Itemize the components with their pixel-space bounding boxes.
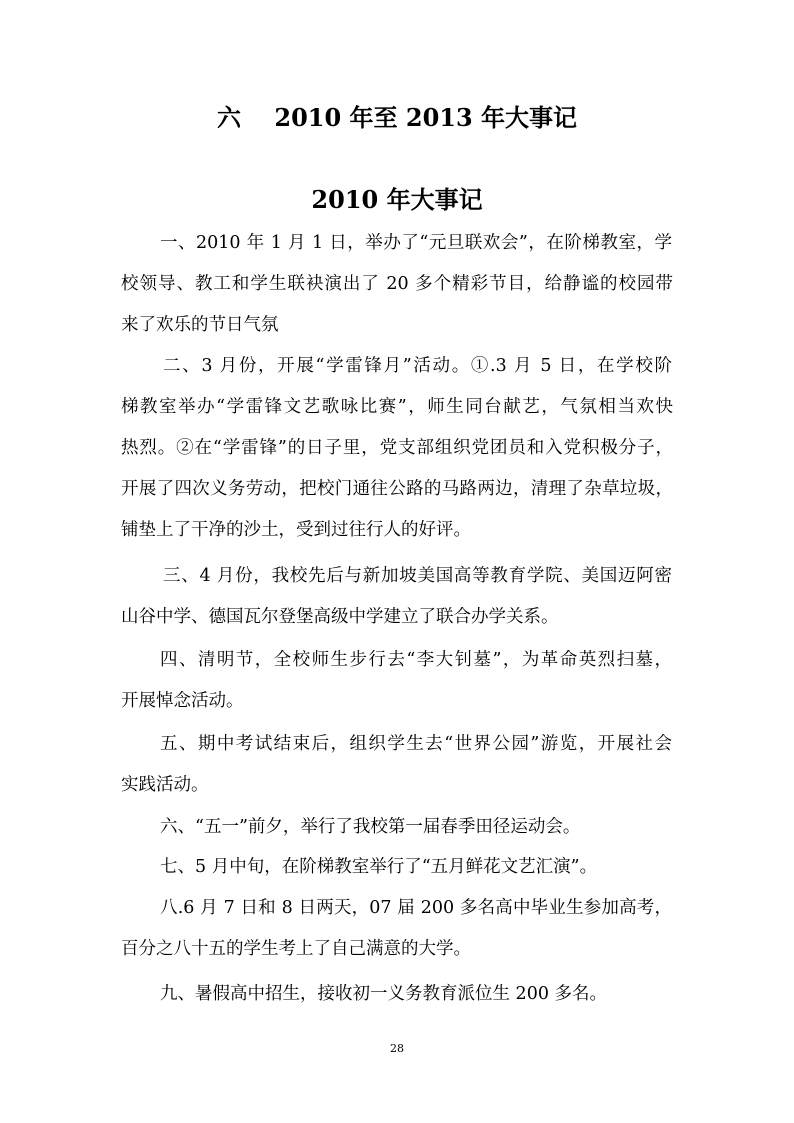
paragraph-3-line-2: 山谷中学、德国瓦尔登堡高级中学建立了联合办学关系。 xyxy=(121,607,559,627)
paragraph-5-line-1: 五、期中考试结束后，组织学生去“世界公园”游览，开展社会 xyxy=(160,734,672,754)
paragraph-9-line-1: 九、暑假高中招生，接收初一义务教育派位生 200 多名。 xyxy=(160,984,608,1004)
paragraph-5-line-2: 实践活动。 xyxy=(121,775,209,795)
chapter-title: 六 2010 年至 2013 年大事记 xyxy=(216,103,578,132)
paragraph-2-line-5: 铺垫上了干净的沙土，受到过往行人的好评。 xyxy=(121,520,471,540)
section-title: 2010 年大事记 xyxy=(311,185,483,214)
paragraph-4-line-2: 开展悼念活动。 xyxy=(121,691,244,711)
paragraph-2-line-3: 热烈。②在“学雷锋”的日子里，党支部组织党团员和入党积极分子， xyxy=(121,438,673,458)
paragraph-8-line-1: 八.6 月 7 日和 8 日两天，07 届 200 多名高中毕业生参加高考， xyxy=(160,898,672,918)
paragraph-1-line-3: 来了欢乐的节日气氛 xyxy=(121,315,279,335)
paragraph-4-line-1: 四、清明节，全校师生步行去“李大钊墓”，为革命英烈扫墓， xyxy=(160,650,672,670)
paragraph-2-line-4: 开展了四次义务劳动，把校门通往公路的马路两边，清理了杂草垃圾， xyxy=(121,479,673,499)
paragraph-1-line-1: 一、2010 年 1 月 1 日，举办了“元旦联欢会”，在阶梯教室，学 xyxy=(160,233,672,253)
paragraph-1-line-2: 校领导、教工和学生联袂演出了 20 多个精彩节目，给静谧的校园带 xyxy=(121,274,673,294)
page-number: 28 xyxy=(390,1042,404,1055)
paragraph-7-line-1: 七、5 月中旬，在阶梯教室举行了“五月鲜花文艺汇演”。 xyxy=(160,857,598,877)
paragraph-2-line-2: 梯教室举办“学雷锋文艺歌咏比赛”，师生同台献艺，气氛相当欢快 xyxy=(121,397,673,417)
paragraph-3-line-1: 三、4 月份，我校先后与新加坡美国高等教育学院、美国迈阿密 xyxy=(163,566,672,586)
paragraph-6-line-1: 六、“五一”前夕，举行了我校第一届春季田径运动会。 xyxy=(160,817,581,837)
paragraph-8-line-2: 百分之八十五的学生考上了自己满意的大学。 xyxy=(121,939,471,959)
paragraph-2-line-1: 二、3 月份，开展“学雷锋月”活动。①.3 月 5 日，在学校阶 xyxy=(163,356,672,376)
